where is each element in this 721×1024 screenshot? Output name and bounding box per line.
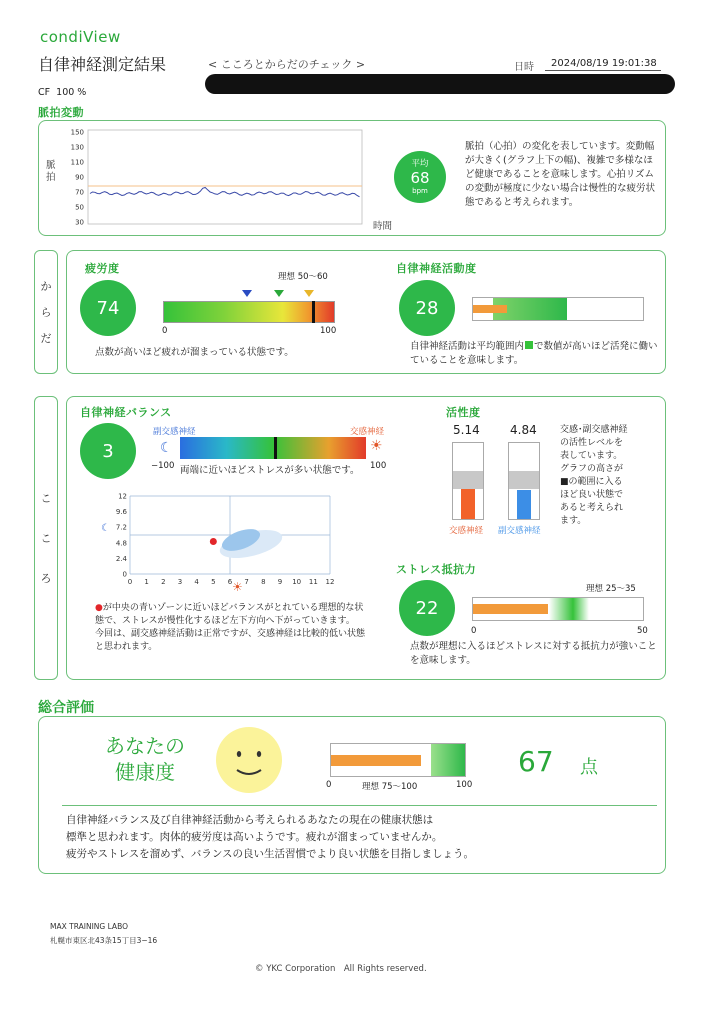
scatter-sun-icon: ☀ (232, 580, 243, 594)
vitality-desc-line: ■の範囲に入る (560, 477, 623, 487)
pulse-y-tick-label: 150 (70, 128, 84, 137)
cf-value: 100 % (56, 87, 87, 98)
pulse-plot-frame (88, 130, 362, 224)
fatigue-title: 疲労度 (85, 262, 120, 275)
karada-tab-char-1: か (40, 280, 52, 293)
vitality-right-gauge (508, 442, 540, 520)
overall-section-title: 総合評価 (38, 700, 94, 716)
scatter-grid (130, 496, 330, 574)
red-dot-icon: ● (95, 603, 103, 613)
activity-gauge (472, 297, 644, 321)
stress-gauge (472, 597, 644, 621)
balance-score: 3 (80, 423, 136, 479)
fatigue-tri-blue (242, 290, 252, 297)
pulse-y-tick-label: 70 (75, 188, 84, 197)
overall-max: 100 (456, 780, 473, 790)
vitality-description (560, 424, 660, 528)
balance-title: 自律神経バランス (80, 406, 172, 419)
fatigue-score: 74 (80, 280, 136, 336)
kokoro-tab (34, 396, 58, 680)
overall-comment (66, 812, 474, 863)
scatter-x-tick-label: 4 (194, 578, 199, 586)
stress-max: 50 (637, 626, 648, 636)
vitality-left-label: 交感神経 (449, 526, 484, 536)
overall-divider (62, 805, 657, 806)
activity-bar (473, 305, 507, 313)
overall-score: 67 (518, 745, 554, 778)
date-label: 日時 (514, 62, 534, 73)
activity-desc-post: で数値が高いほど活発に働いていることを意味します。 (410, 341, 658, 366)
pulse-description: 脈拍（心拍）の変化を表しています。変動幅が大きく(グラフ上下の幅)、複雑で多様なほど健康であることを意味します。心拍リズムの変動が極度に少ない場合は慢性的な疲労状態であると考えられます。 (465, 141, 656, 208)
balance-max: 100 (370, 461, 387, 471)
balance-marker (274, 437, 277, 459)
pulse-avg-value: 68 (410, 169, 430, 187)
scatter-x-tick-label: 2 (161, 578, 166, 586)
pulse-x-label: 時間 (373, 221, 393, 232)
stress-score: 22 (399, 580, 455, 636)
scatter-y-tick-label: 0 (122, 570, 127, 579)
overall-min: 0 (326, 780, 332, 790)
balance-description (95, 602, 365, 654)
scatter-x-tick-label: 6 (227, 578, 233, 586)
scatter-moon-icon: ☾ (101, 523, 110, 534)
scatter-y-tick-label: 4.8 (115, 539, 127, 548)
fatigue-marker (312, 301, 315, 323)
pulse-y-tick-label: 130 (70, 143, 84, 152)
brand-logo: condiView (40, 28, 121, 46)
vitality-right-label: 副交感神経 (498, 526, 541, 536)
sun-icon: ☀ (370, 438, 383, 454)
activity-score: 28 (399, 280, 455, 336)
activity-desc-pre: 自律神経活動は平均範囲内 (410, 341, 525, 352)
scatter-x-tick-label: 11 (308, 578, 318, 586)
pulse-avg-unit: bpm (412, 187, 428, 195)
overall-ideal-range (431, 744, 465, 776)
balance-note: 両端に近いほどストレスが多い状態です。 (180, 465, 360, 476)
vitality-desc-line: 表しています。 (560, 451, 623, 461)
karada-tab (34, 250, 58, 374)
scatter-x-tick-label: 5 (211, 578, 216, 586)
page-subtitle: < こころとからだのチェック > (208, 58, 366, 71)
scatter-x-tick-label: 7 (244, 578, 249, 586)
fatigue-min: 0 (162, 326, 168, 336)
overall-ideal: 理想 75〜100 (362, 782, 418, 792)
scatter-x-tick-label: 10 (292, 578, 302, 586)
pulse-section-title: 脈拍変動 (38, 106, 84, 119)
overall-comment-line: 自律神経バランス及び自律神経活動から考えられるあなたの現在の健康状態は (66, 814, 434, 826)
vitality-desc-line: あると考えられ (560, 503, 624, 513)
scatter-x-tick-label: 9 (277, 578, 283, 586)
fatigue-ideal: 理想 50〜60 (278, 272, 328, 282)
balance-gauge (180, 437, 366, 459)
scatter-x-tick-label: 0 (127, 578, 133, 586)
cf-row (38, 87, 86, 98)
activity-description (410, 340, 660, 368)
scatter-y-tick-label: 2.4 (115, 554, 127, 563)
vitality-title: 活性度 (446, 406, 481, 419)
balance-min: −100 (151, 461, 175, 471)
scatter-point (210, 538, 217, 545)
parasympathetic-label: 副交感神経 (153, 427, 196, 437)
balance-desc-lead: が中央の青いゾーンに近いほどバランスがとれている理想的な状態で、ストレスが慢性化するほど左下方向へ下がっていきます。 (95, 603, 364, 626)
overall-gauge (330, 743, 466, 777)
date-value: 2024/08/19 19:01:38 (545, 58, 661, 71)
karada-tab-char-2: ら (40, 306, 52, 319)
pulse-series-line (90, 188, 360, 197)
cf-label: CF (38, 87, 51, 98)
smiley-icon (215, 726, 283, 794)
redaction-bar (205, 74, 675, 94)
scatter-y-tick-label: 12 (118, 492, 127, 501)
balance-scatter-chart (96, 490, 356, 596)
stress-title: ストレス抵抗力 (396, 563, 477, 576)
vitality-left-ideal-range (453, 471, 483, 489)
overall-heading-line1: あなたの (105, 734, 185, 758)
pulse-avg-label: 平均 (411, 159, 429, 169)
fatigue-description: 点数が高いほど疲れが溜まっている状態です。 (95, 347, 294, 358)
kokoro-tab-char-1: こ (40, 492, 52, 505)
overall-bar (331, 755, 421, 766)
scatter-x-tick-label: 8 (261, 578, 266, 586)
fatigue-gauge (163, 301, 335, 323)
vitality-left-bar (461, 489, 475, 519)
pulse-y-tick-label: 110 (70, 158, 84, 167)
stress-ideal: 理想 25〜35 (586, 584, 636, 594)
pulse-y-ticks (71, 129, 84, 227)
moon-icon: ☾ (160, 440, 173, 456)
vitality-desc-line: グラフの高さが (560, 464, 624, 474)
stress-bar (473, 604, 548, 614)
pulse-y-tick-label: 30 (75, 218, 84, 227)
footer-org: MAX TRAINING LABO (50, 922, 128, 931)
scatter-x-tick-label: 12 (325, 578, 335, 586)
pulse-y-tick-label: 50 (75, 203, 84, 212)
overall-heading-line2: 健康度 (115, 760, 175, 784)
overall-heading (90, 733, 200, 785)
scatter-y-tick-label: 9.6 (115, 508, 127, 517)
kokoro-tab-char-2: こ (40, 532, 52, 545)
scatter-x-tick-label: 3 (177, 578, 183, 586)
pulse-chart (60, 124, 370, 234)
overall-score-unit: 点 (580, 757, 598, 778)
overall-comment-line: 標準と思われます。肉体的疲労度は高いようです。疲れが溜まっていませんか。 (66, 831, 443, 843)
sympathetic-label: 交感神経 (350, 427, 385, 437)
vitality-left-value: 5.14 (453, 423, 480, 437)
pulse-y-tick-label: 90 (75, 173, 84, 182)
balance-desc-result: 今回は、副交感神経活動は正常ですが、交感神経は比較的低い状態と思われます。 (95, 629, 366, 652)
vitality-right-ideal-range (509, 471, 539, 489)
vitality-desc-line: の活性レベルを (560, 438, 624, 448)
page-title: 自律神経測定結果 (38, 55, 167, 74)
vitality-desc-line: ます。 (560, 516, 587, 526)
scatter-y-tick-label: 7.2 (115, 523, 127, 532)
stress-description: 点数が理想に入るほどストレスに対する抵抗力が強いことを意味します。 (410, 641, 657, 666)
vitality-desc-line: ほど良い状態で (560, 490, 624, 500)
overall-comment-line: 疲労やストレスを溜めず、バランスの良い生活習慣でより良い状態を目指しましょう。 (66, 848, 475, 860)
pulse-y-label: 脈拍 (46, 160, 56, 183)
stress-ideal-range (549, 598, 589, 620)
stress-min: 0 (471, 626, 477, 636)
fatigue-tri-yellow (304, 290, 314, 297)
activity-range-swatch (525, 341, 533, 349)
scatter-x-tick-label: 1 (144, 578, 149, 586)
fatigue-max: 100 (320, 326, 337, 336)
scatter-y-ticks (116, 493, 128, 579)
karada-tab-char-3: だ (40, 332, 52, 345)
fatigue-tri-green (274, 290, 284, 297)
activity-title: 自律神経活動度 (396, 262, 477, 275)
vitality-desc-line: 交感･副交感神経 (560, 425, 628, 435)
kokoro-tab-char-3: ろ (40, 572, 52, 585)
footer-copyright: © YKC Corporation All Rights reserved. (255, 964, 427, 974)
vitality-right-bar (517, 490, 531, 519)
footer-address: 札幌市東区北43条15丁目3−16 (50, 936, 158, 945)
pulse-avg-badge (394, 151, 446, 203)
vitality-left-gauge (452, 442, 484, 520)
vitality-right-value: 4.84 (510, 423, 537, 437)
